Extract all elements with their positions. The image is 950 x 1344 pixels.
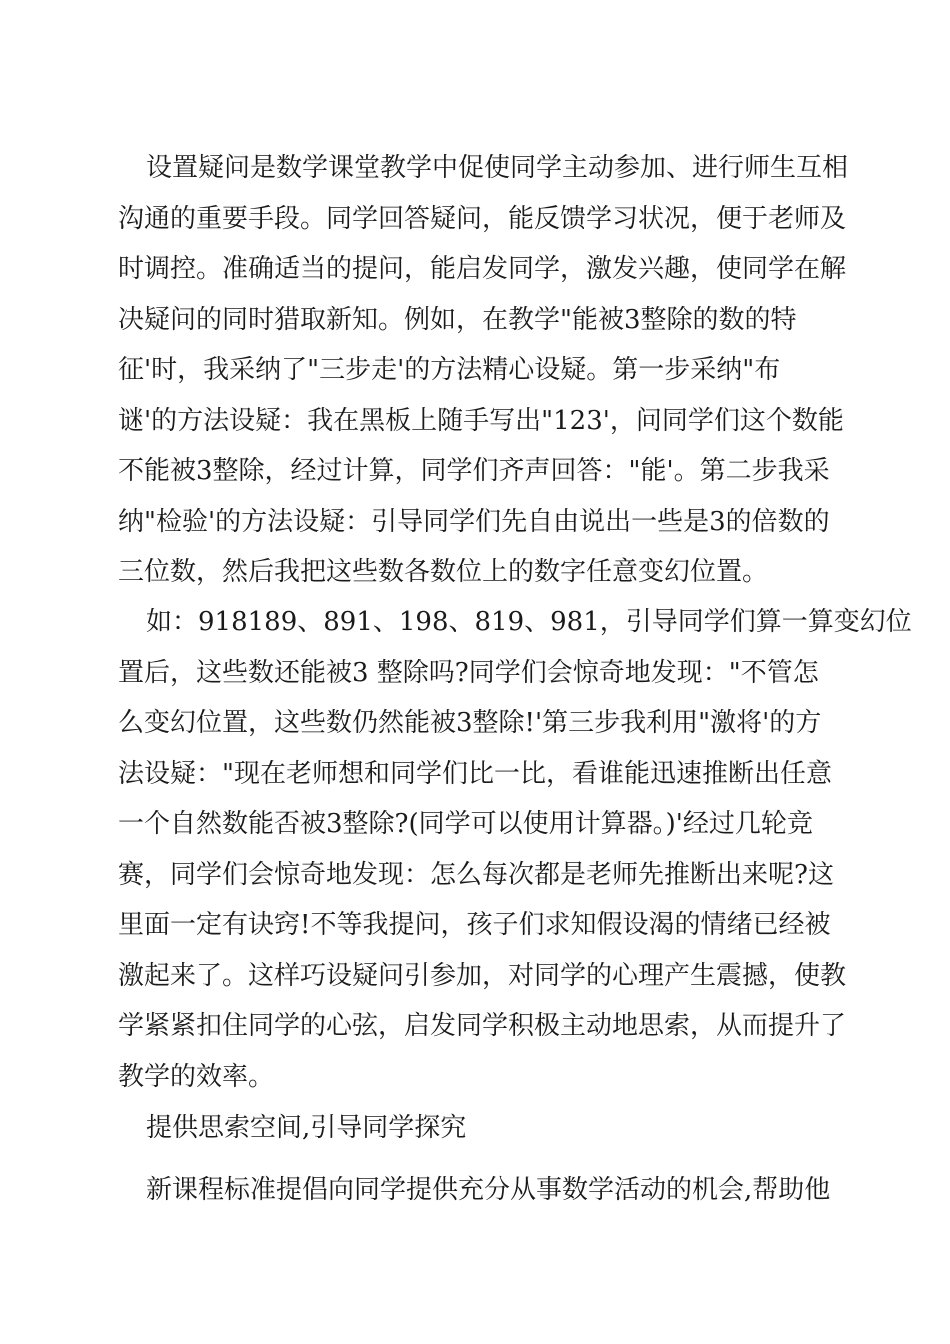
- paragraph-questioning: [118, 143, 849, 598]
- text-line: 置后，这些数还能被3 整除吗?同学们会惊奇地发现："不管怎: [118, 657, 819, 688]
- text-line: 里面一定有诀窍!不等我提问，孩子们求知假设渴的情绪已经被: [118, 910, 831, 940]
- text-line: 教学的效率。: [118, 1061, 275, 1092]
- text-line: 一个自然数能否被3整除?(同学可以使用计算器。)'经过几轮竞: [118, 809, 813, 839]
- text-line: 激起来了。这样巧设疑问引参加，对同学的心理产生震撼，使教: [118, 960, 847, 991]
- text-line: 设置疑问是数学课堂教学中促使同学主动参加、进行师生互相: [146, 153, 849, 183]
- text-line: 不能被3整除，经过计算，同学们齐声回答："能'。第二步我采: [118, 456, 830, 486]
- heading-line: 提供思索空间,引导同学探究: [146, 1113, 467, 1143]
- paragraph-example: [118, 597, 912, 1102]
- text-line: 征'时，我采纳了"三步走'的方法精心设疑。第一步采纳"布: [118, 355, 781, 385]
- text-line: 如：918189、891、198、819、981，引导同学们算一算变幻位: [146, 607, 912, 637]
- text-line: 沟通的重要手段。同学回答疑问，能反馈学习状况，便于老师及: [118, 203, 847, 234]
- text-line: 法设疑："现在老师想和同学们比一比，看谁能迅速推断出任意: [118, 758, 832, 789]
- text-line: 三位数，然后我把这些数各数位上的数字任意变幻位置。: [118, 557, 769, 587]
- text-line: 时调控。准确适当的提问，能启发同学，激发兴趣，使同学在解: [118, 254, 847, 284]
- text-line: 赛，同学们会惊奇地发现：怎么每次都是老师先推断出来呢?这: [118, 859, 834, 890]
- text-line: 决疑问的同时猎取新知。例如，在教学"能被3整除的数的特: [118, 304, 797, 335]
- text-line: 纳"检验'的方法设疑：引导同学们先自由说出一些是3的倍数的: [118, 506, 830, 537]
- text-line: 新课程标准提倡向同学提供充分从事数学活动的机会,帮助他: [146, 1175, 831, 1205]
- text-line: 学紧紧扣住同学的心弦，启发同学积极主动地思索，从而提升了: [118, 1011, 847, 1041]
- text-line: 谜'的方法设疑：我在黑板上随手写出"123'，问同学们这个数能: [118, 405, 844, 436]
- text-line: 么变幻位置，这些数仍然能被3整除!'第三步我利用"激将'的方: [118, 708, 822, 738]
- section-heading: [118, 1103, 838, 1154]
- paragraph-curriculum: [118, 1165, 838, 1216]
